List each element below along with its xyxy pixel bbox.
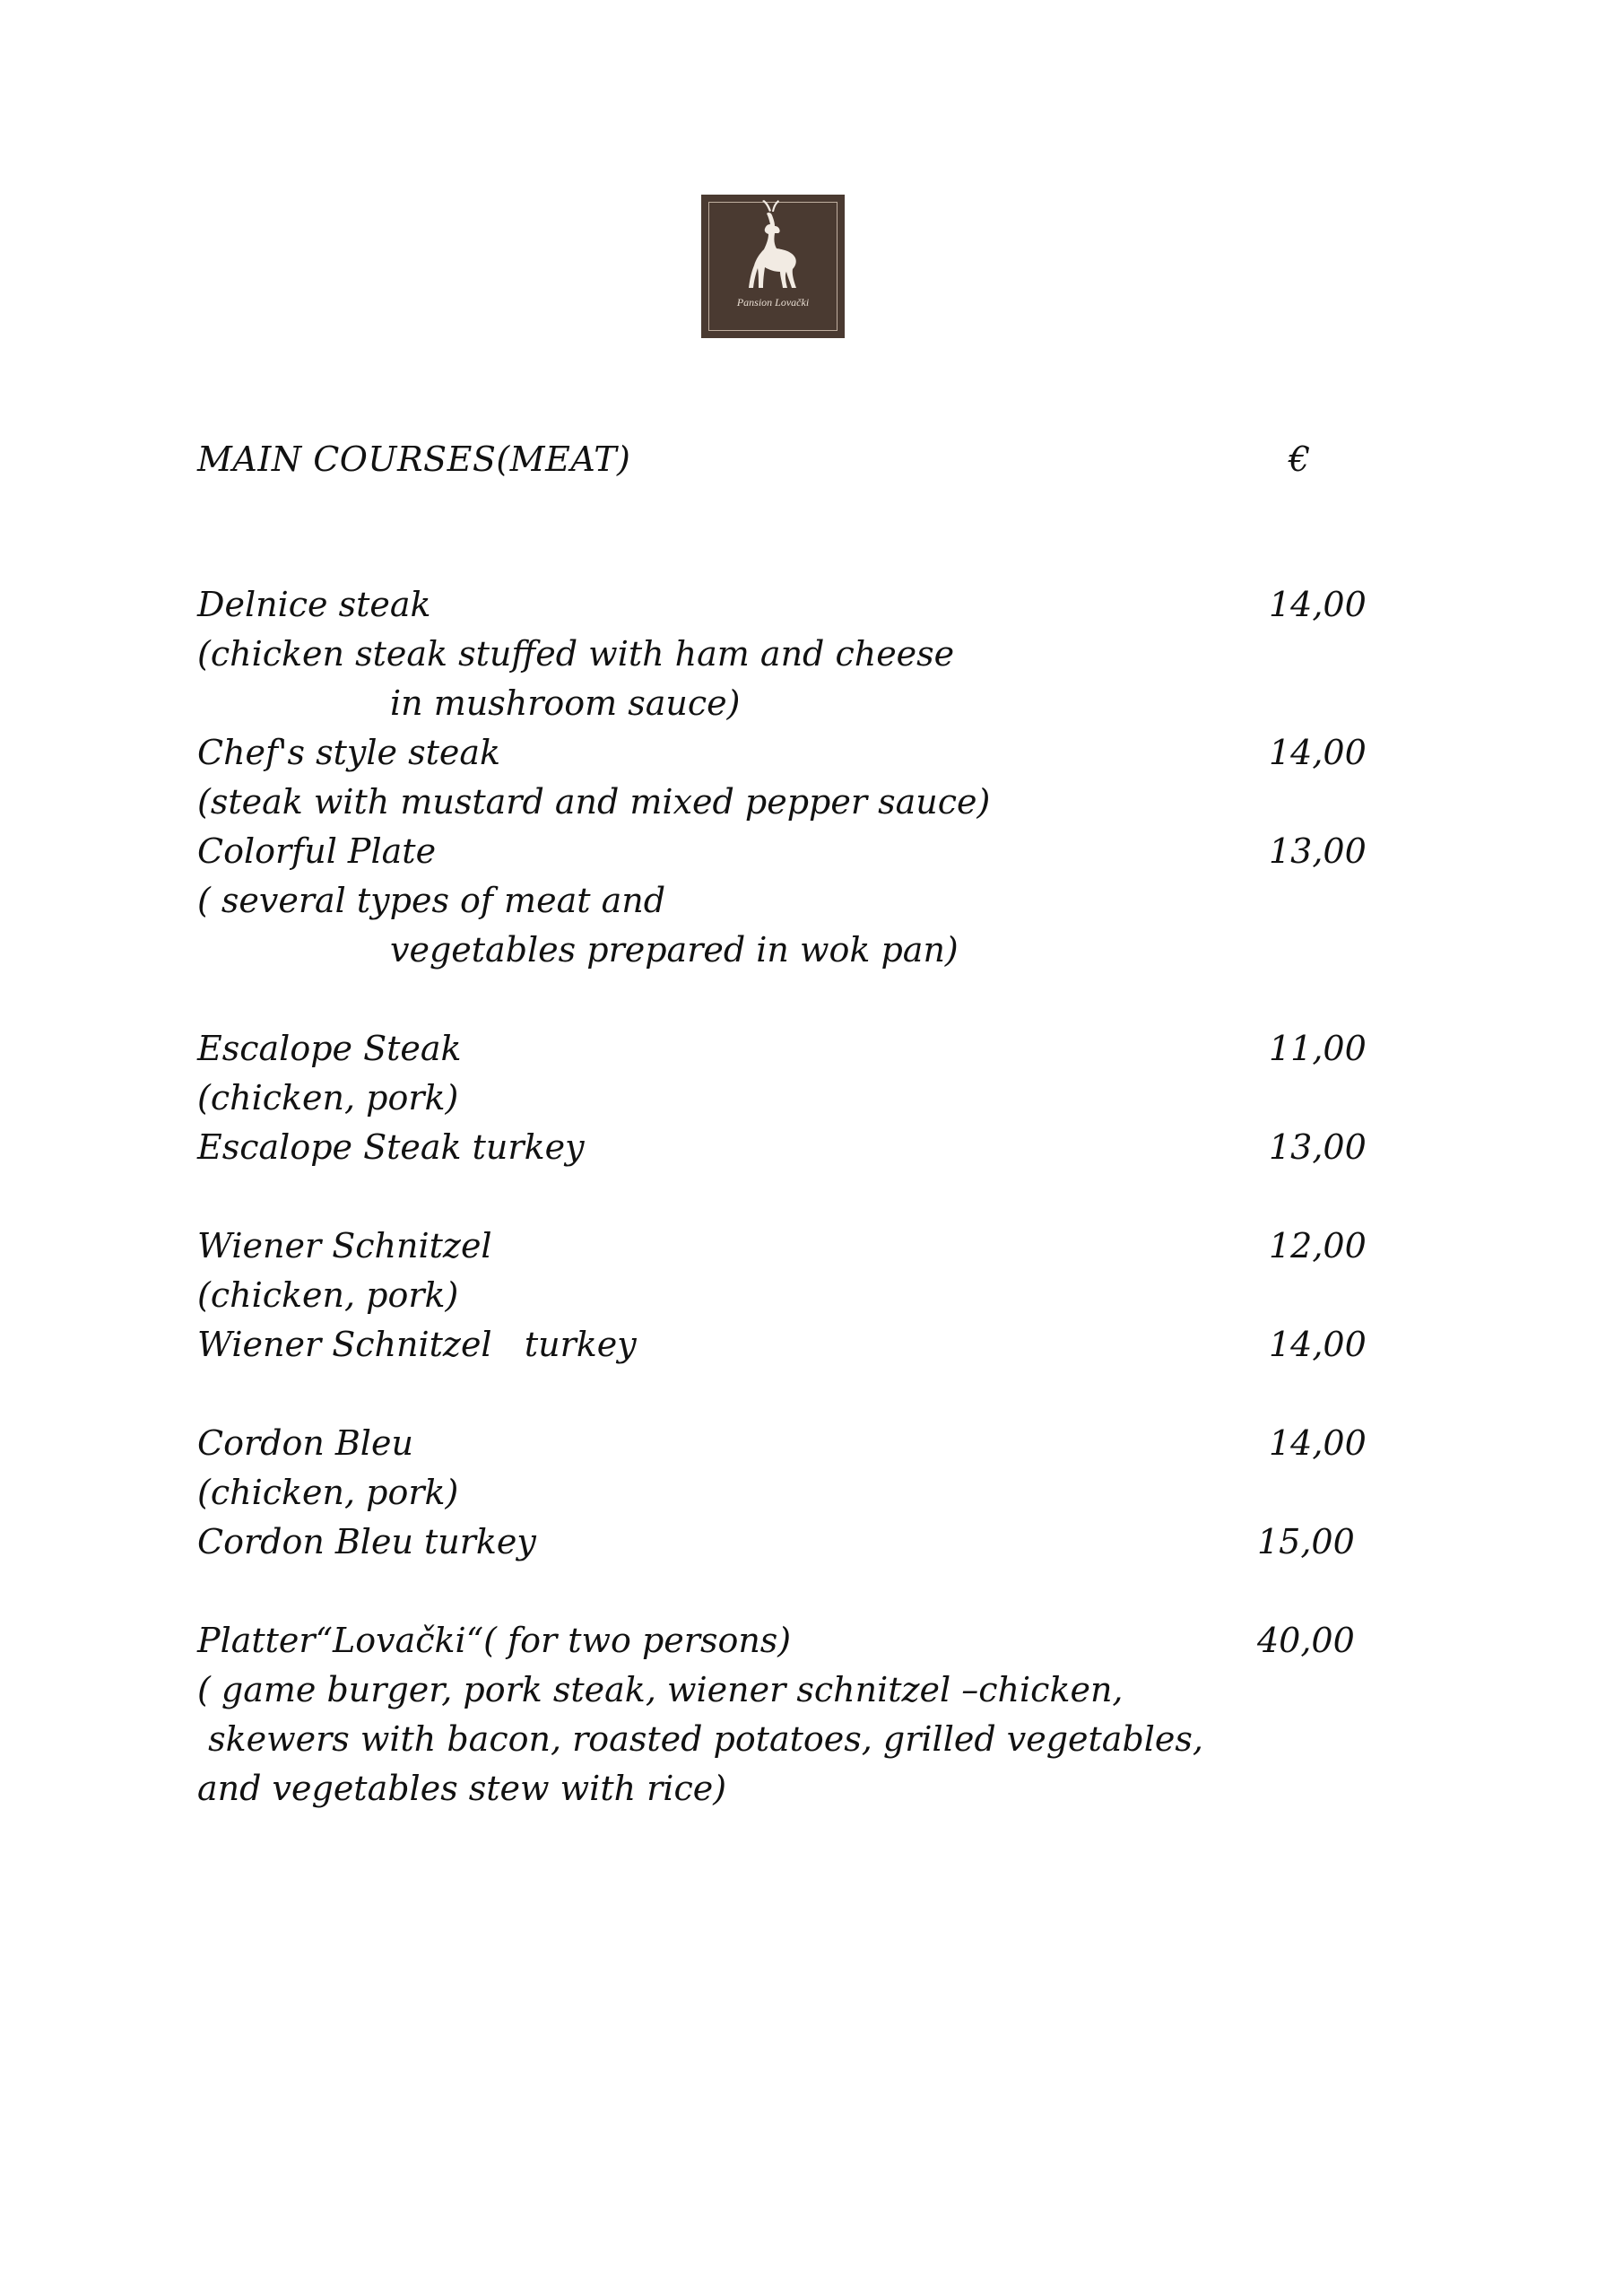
menu-item-price: 15,00 [1257, 1522, 1355, 1561]
menu-item-name: Delnice steak [197, 585, 431, 624]
menu-item-description: (steak with mustard and mixed pepper sauce) [197, 782, 991, 822]
menu-item-description: (chicken steak stuffed with ham and cheese [197, 634, 955, 674]
currency-symbol: € [1289, 439, 1311, 479]
deer-icon [701, 195, 845, 338]
menu-item-description: ( several types of meat and [197, 881, 666, 920]
menu-item-price: 12,00 [1269, 1226, 1367, 1265]
menu-item-name: Escalope Steak [197, 1029, 462, 1068]
menu-item-name: Cordon Bleu turkey [197, 1522, 536, 1561]
menu-item-name: Wiener Schnitzel [197, 1226, 492, 1265]
menu-item-name: Platter“Lovački“( for two persons) [197, 1621, 792, 1660]
menu-item-description: ( game burger, pork steak, wiener schnitzel –chicken, [197, 1670, 1124, 1709]
menu-item-name: Colorful Plate [197, 831, 437, 871]
menu-item-description: and vegetables stew with rice) [197, 1769, 727, 1808]
menu-item-name: Cordon Bleu [197, 1423, 413, 1463]
menu-item-price: 14,00 [1269, 1423, 1367, 1463]
menu-item-description: (chicken, pork) [197, 1473, 459, 1512]
menu-item-price: 13,00 [1269, 1127, 1367, 1167]
menu-item-description: vegetables prepared in wok pan) [390, 930, 959, 970]
menu-item-name: Chef's style steak [197, 733, 501, 772]
menu-item-price: 14,00 [1269, 733, 1367, 772]
menu-item-price: 14,00 [1269, 585, 1367, 624]
menu-item-description: in mushroom sauce) [390, 683, 741, 723]
section-heading: MAIN COURSES(MEAT) [197, 439, 631, 479]
menu-item-price: 14,00 [1269, 1325, 1367, 1364]
logo-wordmark: Pansion Lovački [736, 296, 810, 309]
menu-item-description: skewers with bacon, roasted potatoes, grilled vegetables, [197, 1719, 1204, 1759]
menu-item-name: Wiener Schnitzel turkey [197, 1325, 637, 1364]
menu-item-price: 11,00 [1269, 1029, 1367, 1068]
restaurant-logo [701, 195, 845, 338]
menu-item-price: 13,00 [1269, 831, 1367, 871]
menu-item-description: (chicken, pork) [197, 1078, 459, 1118]
menu-item-name: Escalope Steak turkey [197, 1127, 585, 1167]
menu-item-description: (chicken, pork) [197, 1275, 459, 1315]
menu-item-price: 40,00 [1257, 1621, 1355, 1660]
